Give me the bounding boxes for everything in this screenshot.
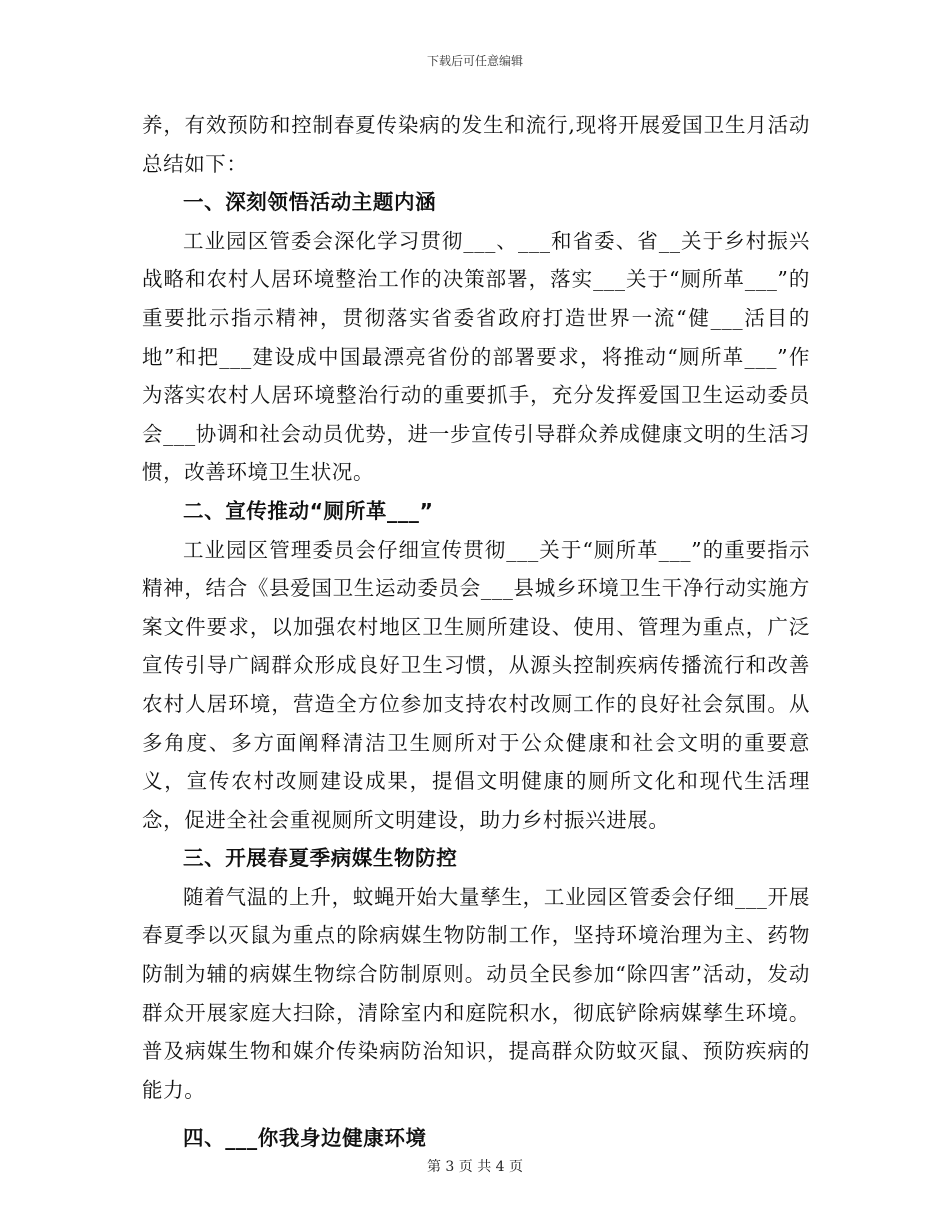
intro-paragraph: 养，有效预防和控制春夏传染病的发生和流行,现将开展爱国卫生月活动总结如下：	[142, 113, 810, 176]
section-1-paragraph: 工业园区管委会深化学习贯彻___、___和省委、省__关于乡村振兴战略和农村人居环境整治工作的决策部署，落实___关于“厕所革___”的重要批示指示精神，贯彻落实省委省政府打造世界一流“健___活目的地”和把___建设成中国最漂亮省份的部署要求，将推动“厕所革___”作为落实农村人居环境整治行动的重要抓手，充分发挥爱国卫生运动委员会___协调和社会动员优势，进一步宣传引导群众养成健康文明的生活习惯，改善环境卫生状况。	[142, 228, 810, 485]
section-1-heading: 一、深刻领悟活动主题内涵	[183, 190, 437, 215]
page-header-note: 下载后可任意编辑	[426, 54, 523, 68]
section-3-paragraph: 随着气温的上升，蚊蝇开始大量孳生，工业园区管委会仔细___开展春夏季以灭鼠为重点的除病媒生物防制工作，坚持环境治理为主、药物防制为辅的病媒生物综合防制原则。动员全民参加“除四害”活动，发动群众开展家庭大扫除，清除室内和庭院积水，彻底铲除病媒孳生环境。普及病媒生物和媒介传染病防治知识，提高群众防蚊灭鼠、预防疾病的能力。	[142, 884, 810, 1102]
section-3-heading: 三、开展春夏季病媒生物防控	[183, 846, 458, 871]
document-body	[142, 106, 810, 1158]
page-number: 第 3 页 共 4 页	[426, 1159, 524, 1175]
section-2-paragraph: 工业园区管理委员会仔细宣传贯彻___关于“厕所革___”的重要指示精神，结合《县爱国卫生运动委员会___县城乡环境卫生干净行动实施方案文件要求，以加强农村地区卫生厕所建设、使用、管理为重点，广泛宣传引导广阔群众形成良好卫生习惯，从源头控制疾病传播流行和改善农村人居环境，营造全方位参加支持农村改厕工作的良好社会氛围。从多角度、多方面阐释清洁卫生厕所对于公众健康和社会文明的重要意义，宣传农村改厕建设成果，提倡文明健康的厕所文化和现代生活理念，促进全社会重视厕所文明建设，助力乡村振兴进展。	[142, 537, 810, 832]
section-2-heading: 二、宣传推动“厕所革___”	[183, 498, 434, 523]
section-4-heading: 四、___你我身边健康环境	[183, 1126, 427, 1151]
